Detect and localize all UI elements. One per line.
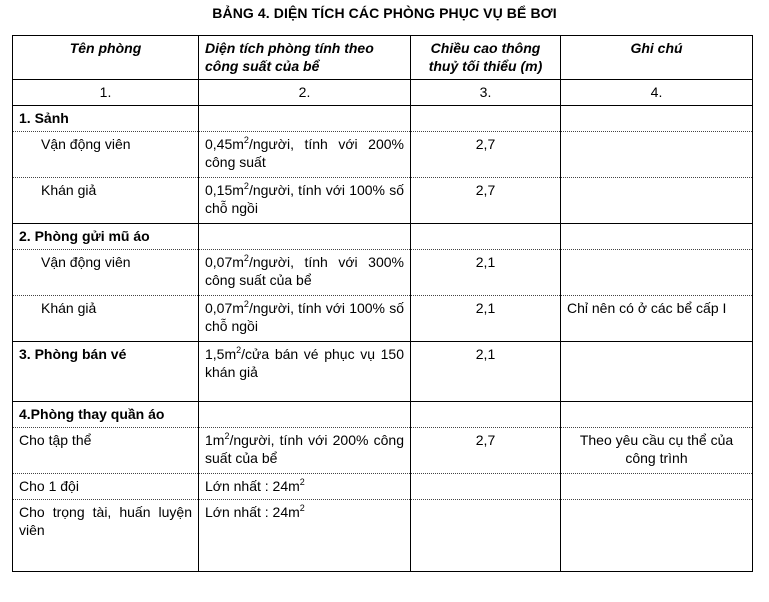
table-row	[13, 178, 753, 224]
area-cell	[199, 500, 411, 572]
table-title: BẢNG 4. DIỆN TÍCH CÁC PHÒNG PHỤC VỤ BỂ BƠI	[212, 5, 557, 21]
pool-rooms-table	[12, 35, 753, 572]
header-row	[13, 36, 753, 80]
area-cell	[199, 342, 411, 402]
area-text: /người, tính với 200% công suất của bể	[205, 432, 404, 466]
area-cell	[199, 132, 411, 178]
table-row	[13, 500, 753, 572]
area-value: 1,5m	[205, 346, 237, 362]
area-cell	[199, 250, 411, 296]
area-value: 0,07m	[205, 300, 244, 316]
superscript: 2	[299, 503, 305, 513]
table-row	[13, 224, 753, 250]
superscript: 2	[243, 253, 249, 263]
room-name: Cho trọng tài, huấn luyện viên	[13, 500, 199, 572]
header-area: Diện tích phòng tính theo công suất của bể	[199, 36, 411, 80]
note-text: Chỉ nên có ở các bể cấp I	[561, 296, 753, 342]
note-text: Theo yêu cầu cụ thể của công trình	[561, 428, 753, 474]
area-value: 0,07m	[205, 254, 244, 270]
area-text: /cửa bán vé phục vụ 150 khán giả	[205, 346, 404, 380]
room-name: Cho tập thể	[13, 428, 199, 474]
room-name: Khán giả	[13, 178, 199, 224]
superscript: 2	[299, 477, 305, 487]
room-name: Vận động viên	[13, 250, 199, 296]
section-label: 3. Phòng bán vé	[13, 342, 199, 402]
table-row	[13, 250, 753, 296]
column-number: 3.	[411, 80, 561, 106]
area-cell	[199, 296, 411, 342]
room-name: Khán giả	[13, 296, 199, 342]
table-row	[13, 428, 753, 474]
section-label: 4.Phòng thay quần áo	[13, 402, 199, 428]
area-value: 0,15m	[205, 182, 244, 198]
superscript: 2	[224, 431, 230, 441]
room-name: Vận động viên	[13, 132, 199, 178]
table-row	[13, 132, 753, 178]
area-value: Lớn nhất : 24m	[205, 504, 300, 520]
header-room-name: Tên phòng	[13, 36, 199, 80]
area-value: Lớn nhất : 24m	[205, 478, 300, 494]
area-cell	[199, 178, 411, 224]
height-value: 2,1	[411, 250, 561, 296]
column-number: 2.	[199, 80, 411, 106]
column-number: 1.	[13, 80, 199, 106]
area-text: /người, tính với 100% số chỗ ngồi	[205, 300, 404, 334]
section-label: 1. Sảnh	[13, 106, 199, 132]
height-value: 2,7	[411, 178, 561, 224]
area-text: /người, tính với 300% công suất của bể	[205, 254, 404, 288]
table-row	[13, 296, 753, 342]
height-value: 2,1	[411, 342, 561, 402]
area-cell	[199, 428, 411, 474]
table-row	[13, 474, 753, 500]
header-note: Ghi chú	[561, 36, 753, 80]
height-value: 2,7	[411, 132, 561, 178]
superscript: 2	[243, 135, 249, 145]
height-value: 2,1	[411, 296, 561, 342]
superscript: 2	[243, 299, 249, 309]
section-label: 2. Phòng gửi mũ áo	[13, 224, 199, 250]
header-height: Chiều cao thông thuỷ tối thiểu (m)	[411, 36, 561, 80]
column-number-row	[13, 80, 753, 106]
height-value: 2,7	[411, 428, 561, 474]
table-row	[13, 106, 753, 132]
area-value: 1m	[205, 432, 225, 448]
area-value: 0,45m	[205, 136, 244, 152]
table-row	[13, 342, 753, 402]
room-name: Cho 1 đội	[13, 474, 199, 500]
area-text: /người, tính với 200% công suất	[205, 136, 404, 170]
table-row	[13, 402, 753, 428]
column-number: 4.	[561, 80, 753, 106]
superscript: 2	[236, 345, 242, 355]
area-cell	[199, 474, 411, 500]
superscript: 2	[243, 181, 249, 191]
area-text: /người, tính với 100% số chỗ ngồi	[205, 182, 404, 216]
